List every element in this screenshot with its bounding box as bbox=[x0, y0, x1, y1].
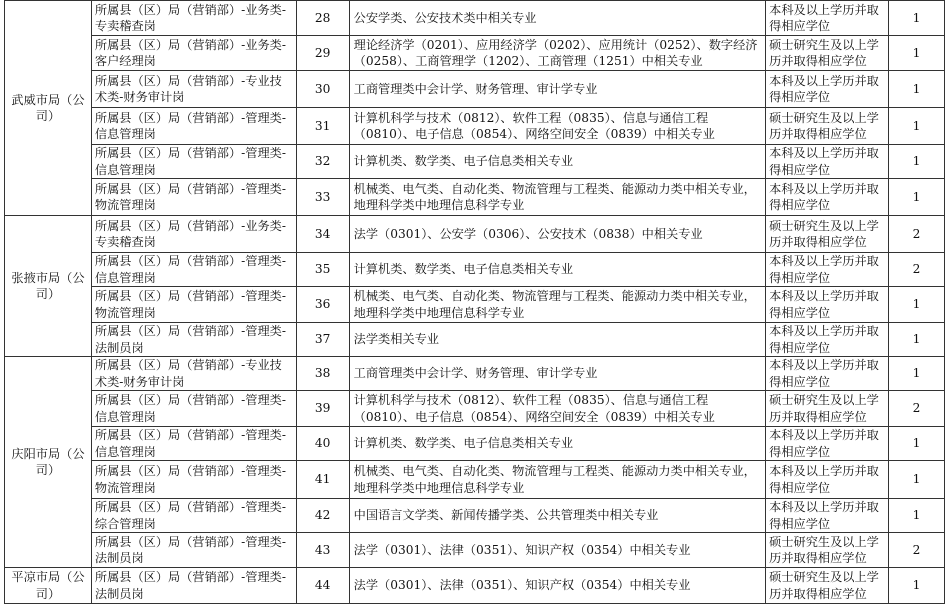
major-cell: 机械类、电气类、自动化类、物流管理与工程类、能源动力类中相关专业，地理科学类中地理信息科学专业 bbox=[349, 287, 766, 323]
table-row bbox=[5, 108, 945, 145]
education-cell: 本科及以上学历并取得相应学位 bbox=[766, 253, 889, 287]
headcount-cell: 2 bbox=[889, 391, 945, 427]
post-cell: 所属县（区）局（营销部）-专业技术类-财务审计岗 bbox=[91, 71, 296, 108]
table-row bbox=[5, 427, 945, 461]
education-cell: 本科及以上学历并取得相应学位 bbox=[766, 287, 889, 323]
headcount-cell: 1 bbox=[889, 323, 945, 357]
post-number-cell: 29 bbox=[296, 36, 349, 71]
post-cell: 所属县（区）局（营销部）-管理类-物流管理岗 bbox=[91, 179, 296, 216]
education-cell: 本科及以上学历并取得相应学位 bbox=[766, 323, 889, 357]
major-cell: 法学（0301）、法律（0351）、知识产权（0354）中相关专业 bbox=[349, 568, 766, 604]
table-row bbox=[5, 1, 945, 36]
city-cell: 武威市局（公司） bbox=[5, 1, 92, 216]
major-cell: 法学（0301）、公安学（0306）、公安技术（0838）中相关专业 bbox=[349, 216, 766, 253]
post-number-cell: 44 bbox=[296, 568, 349, 604]
headcount-cell: 1 bbox=[889, 357, 945, 391]
post-cell: 所属县（区）局（营销部）-管理类-信息管理岗 bbox=[91, 427, 296, 461]
post-cell: 所属县（区）局（营销部）-管理类-法制员岗 bbox=[91, 568, 296, 604]
post-cell: 所属县（区）局（营销部）-业务类-专卖稽查岗 bbox=[91, 216, 296, 253]
table-row bbox=[5, 71, 945, 108]
headcount-cell: 1 bbox=[889, 1, 945, 36]
post-cell: 所属县（区）局（营销部）-管理类-综合管理岗 bbox=[91, 499, 296, 533]
table-row bbox=[5, 179, 945, 216]
post-cell: 所属县（区）局（营销部）-管理类-物流管理岗 bbox=[91, 287, 296, 323]
major-cell: 计算机类、数学类、电子信息类相关专业 bbox=[349, 145, 766, 179]
city-cell: 张掖市局（公司） bbox=[5, 216, 92, 357]
post-number-cell: 39 bbox=[296, 391, 349, 427]
education-cell: 本科及以上学历并取得相应学位 bbox=[766, 145, 889, 179]
education-cell: 本科及以上学历并取得相应学位 bbox=[766, 179, 889, 216]
major-cell: 工商管理类中会计学、财务管理、审计学专业 bbox=[349, 71, 766, 108]
headcount-cell: 1 bbox=[889, 287, 945, 323]
post-number-cell: 41 bbox=[296, 461, 349, 499]
major-cell: 法学类相关专业 bbox=[349, 323, 766, 357]
major-cell: 机械类、电气类、自动化类、物流管理与工程类、能源动力类中相关专业，地理科学类中地理信息科学专业 bbox=[349, 461, 766, 499]
post-cell: 所属县（区）局（营销部）-管理类-法制员岗 bbox=[91, 323, 296, 357]
post-number-cell: 31 bbox=[296, 108, 349, 145]
post-cell: 所属县（区）局（营销部）-管理类-信息管理岗 bbox=[91, 391, 296, 427]
post-cell: 所属县（区）局（营销部）-管理类-法制员岗 bbox=[91, 533, 296, 568]
recruitment-table bbox=[4, 0, 945, 604]
post-number-cell: 35 bbox=[296, 253, 349, 287]
major-cell: 理论经济学（0201）、应用经济学（0202）、应用统计（0252）、数字经济（0258）、工商管理学（1202）、工商管理（1251）中相关专业 bbox=[349, 36, 766, 71]
post-cell: 所属县（区）局（营销部）-管理类-信息管理岗 bbox=[91, 145, 296, 179]
post-number-cell: 38 bbox=[296, 357, 349, 391]
table-body bbox=[5, 1, 945, 604]
education-cell: 本科及以上学历并取得相应学位 bbox=[766, 427, 889, 461]
table-row bbox=[5, 357, 945, 391]
education-cell: 硕士研究生及以上学历并取得相应学位 bbox=[766, 36, 889, 71]
headcount-cell: 1 bbox=[889, 145, 945, 179]
post-cell: 所属县（区）局（营销部）-管理类-信息管理岗 bbox=[91, 253, 296, 287]
post-number-cell: 33 bbox=[296, 179, 349, 216]
headcount-cell: 1 bbox=[889, 461, 945, 499]
education-cell: 硕士研究生及以上学历并取得相应学位 bbox=[766, 108, 889, 145]
headcount-cell: 2 bbox=[889, 253, 945, 287]
education-cell: 本科及以上学历并取得相应学位 bbox=[766, 499, 889, 533]
education-cell: 硕士研究生及以上学历并取得相应学位 bbox=[766, 391, 889, 427]
headcount-cell: 1 bbox=[889, 568, 945, 604]
education-cell: 硕士研究生及以上学历并取得相应学位 bbox=[766, 216, 889, 253]
major-cell: 计算机科学与技术（0812）、软件工程（0835）、信息与通信工程（0810）、电子信息（0854）、网络空间安全（0839）中相关专业 bbox=[349, 391, 766, 427]
table-row bbox=[5, 216, 945, 253]
post-number-cell: 36 bbox=[296, 287, 349, 323]
major-cell: 中国语言文学类、新闻传播学类、公共管理类中相关专业 bbox=[349, 499, 766, 533]
major-cell: 公安学类、公安技术类中相关专业 bbox=[349, 1, 766, 36]
post-cell: 所属县（区）局（营销部）-管理类-物流管理岗 bbox=[91, 461, 296, 499]
education-cell: 硕士研究生及以上学历并取得相应学位 bbox=[766, 533, 889, 568]
headcount-cell: 1 bbox=[889, 36, 945, 71]
major-cell: 法学（0301）、法律（0351）、知识产权（0354）中相关专业 bbox=[349, 533, 766, 568]
post-cell: 所属县（区）局（营销部）-专业技术类-财务审计岗 bbox=[91, 357, 296, 391]
headcount-cell: 1 bbox=[889, 71, 945, 108]
table-row bbox=[5, 391, 945, 427]
post-number-cell: 30 bbox=[296, 71, 349, 108]
education-cell: 硕士研究生及以上学历并取得相应学位 bbox=[766, 568, 889, 604]
post-cell: 所属县（区）局（营销部）-业务类-客户经理岗 bbox=[91, 36, 296, 71]
post-number-cell: 42 bbox=[296, 499, 349, 533]
headcount-cell: 1 bbox=[889, 179, 945, 216]
education-cell: 本科及以上学历并取得相应学位 bbox=[766, 357, 889, 391]
education-cell: 本科及以上学历并取得相应学位 bbox=[766, 71, 889, 108]
headcount-cell: 1 bbox=[889, 499, 945, 533]
major-cell: 机械类、电气类、自动化类、物流管理与工程类、能源动力类中相关专业，地理科学类中地理信息科学专业 bbox=[349, 179, 766, 216]
post-number-cell: 34 bbox=[296, 216, 349, 253]
post-number-cell: 37 bbox=[296, 323, 349, 357]
table-row bbox=[5, 461, 945, 499]
table-row bbox=[5, 145, 945, 179]
headcount-cell: 1 bbox=[889, 108, 945, 145]
table-row bbox=[5, 287, 945, 323]
post-cell: 所属县（区）局（营销部）-管理类-信息管理岗 bbox=[91, 108, 296, 145]
city-cell: 平凉市局（公司） bbox=[5, 568, 92, 604]
table-row bbox=[5, 568, 945, 604]
post-number-cell: 28 bbox=[296, 1, 349, 36]
table-row bbox=[5, 533, 945, 568]
table-row bbox=[5, 253, 945, 287]
city-cell: 庆阳市局（公司） bbox=[5, 357, 92, 568]
major-cell: 计算机科学与技术（0812）、软件工程（0835）、信息与通信工程（0810）、电子信息（0854）、网络空间安全（0839）中相关专业 bbox=[349, 108, 766, 145]
table-row bbox=[5, 499, 945, 533]
major-cell: 工商管理类中会计学、财务管理、审计学专业 bbox=[349, 357, 766, 391]
post-number-cell: 43 bbox=[296, 533, 349, 568]
post-cell: 所属县（区）局（营销部）-业务类-专卖稽查岗 bbox=[91, 1, 296, 36]
table-row bbox=[5, 36, 945, 71]
headcount-cell: 2 bbox=[889, 533, 945, 568]
post-number-cell: 32 bbox=[296, 145, 349, 179]
education-cell: 本科及以上学历并取得相应学位 bbox=[766, 461, 889, 499]
major-cell: 计算机类、数学类、电子信息类相关专业 bbox=[349, 253, 766, 287]
education-cell: 本科及以上学历并取得相应学位 bbox=[766, 1, 889, 36]
major-cell: 计算机类、数学类、电子信息类相关专业 bbox=[349, 427, 766, 461]
headcount-cell: 1 bbox=[889, 427, 945, 461]
table-row bbox=[5, 323, 945, 357]
post-number-cell: 40 bbox=[296, 427, 349, 461]
headcount-cell: 2 bbox=[889, 216, 945, 253]
